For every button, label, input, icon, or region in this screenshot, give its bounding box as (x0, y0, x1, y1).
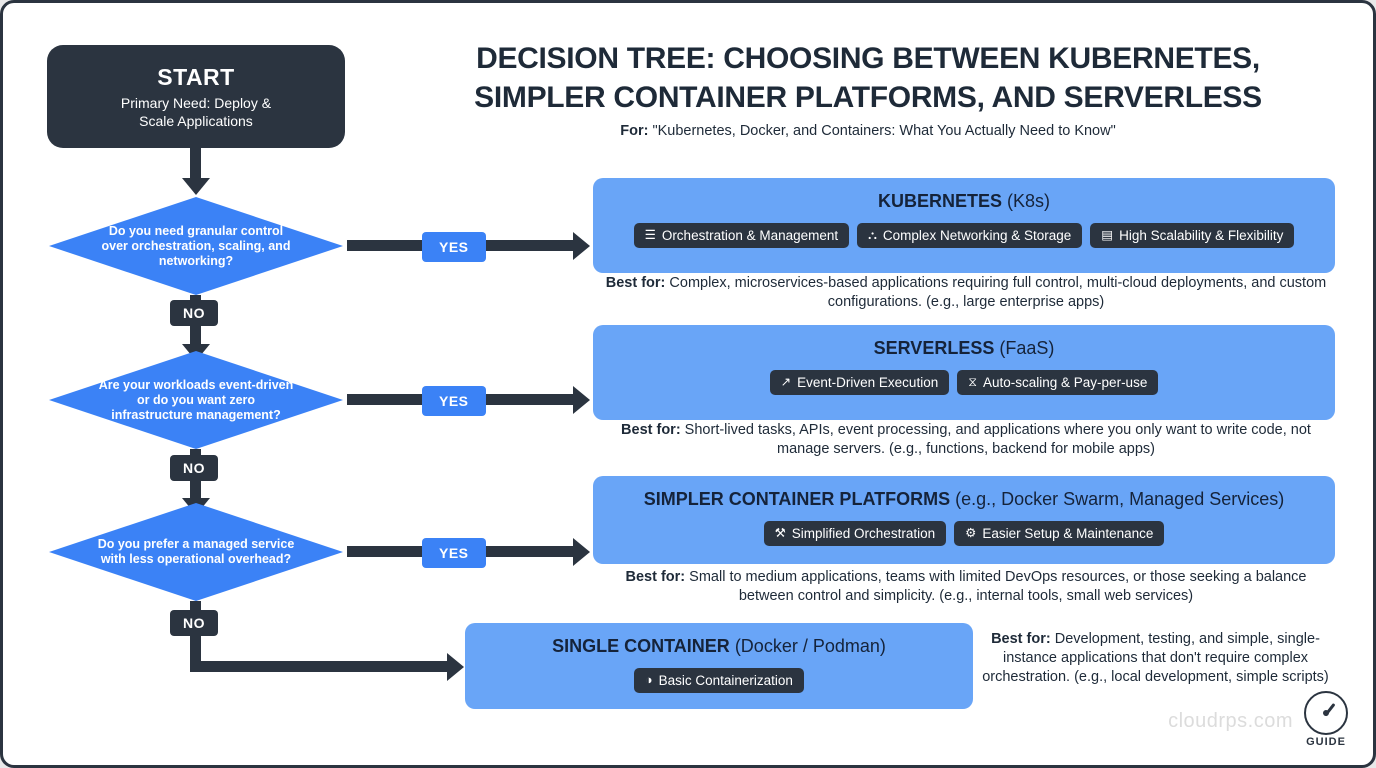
outcome-3-title-light: (e.g., Docker Swarm, Managed Services) (955, 489, 1285, 509)
rocket-icon: ↗ (780, 375, 792, 390)
outcome-2-bestfor (603, 421, 1329, 459)
arrowhead-right-4 (447, 653, 464, 681)
sliders-icon: ☰ (644, 228, 656, 243)
outcome-3-tags (593, 521, 1335, 546)
decision-node-2 (49, 351, 343, 449)
outcome-4-title-strong: SINGLE CONTAINER (552, 636, 730, 656)
decision-node-3 (49, 503, 343, 601)
start-node (47, 45, 345, 148)
compass-icon (1304, 691, 1348, 735)
outcome-1-bestfor-text: Complex, microservices-based applications requiring full control, multi-cloud deployments, and custom configurations. (e.g., large enterprise apps) (665, 275, 1327, 310)
outcome-1-bestfor-label: Best for: (605, 275, 666, 291)
tag-label: Auto-scaling & Pay-per-use (983, 375, 1148, 390)
no-badge-2: NO (170, 455, 218, 481)
tag-simplified-orchestration (764, 521, 947, 546)
no-badge-1: NO (170, 300, 218, 326)
outcome-2-bestfor-text: Short-lived tasks, APIs, event processing, and applications where you only want to write code, not manage servers. (e.g., functions, backend for mobile apps) (680, 422, 1311, 457)
outcome-4-bestfor (978, 630, 1333, 687)
container-icon: ◑ (645, 673, 653, 688)
tag-orchestration-management (634, 223, 850, 248)
outcome-2-title (593, 338, 1335, 359)
watermark: cloudrps.com (1168, 710, 1293, 732)
yes-badge-1: YES (422, 232, 486, 262)
start-subtitle-line-2: Scale Applications (139, 112, 253, 129)
decision-1-label: Do you need granular control over orchestration, scaling, and networking? (101, 223, 291, 268)
arrowhead-down-1 (182, 178, 210, 195)
subtitle (383, 123, 1353, 139)
title-line-1: DECISION TREE: CHOOSING BETWEEN KUBERNETES, (476, 42, 1260, 75)
outcome-card-kubernetes (593, 178, 1335, 273)
outcome-3-bestfor (603, 568, 1329, 606)
pulse-icon: ⧖ (968, 375, 977, 390)
decision-3-label: Do you prefer a managed service with less operational overhead? (97, 537, 295, 566)
outcome-2-bestfor-label: Best for: (621, 422, 681, 438)
outcome-card-simpler-platforms (593, 476, 1335, 564)
arrowhead-right-2 (573, 386, 590, 414)
outcome-3-bestfor-text: Small to medium applications, teams with limited DevOps resources, or those seeking a balance between control and simplicity. (e.g., internal tools, small web services) (685, 569, 1307, 604)
tools-icon: ⚒ (774, 526, 786, 541)
tag-label: Event-Driven Execution (797, 375, 939, 390)
connector-to-single-container (190, 661, 452, 672)
tag-label: Basic Containerization (658, 673, 793, 688)
tag-label: Easier Setup & Maintenance (982, 526, 1154, 541)
outcome-4-title-light: (Docker / Podman) (734, 636, 886, 656)
outcome-4-title (465, 636, 973, 657)
logo-text: GUIDE (1306, 736, 1346, 748)
outcome-1-tags (593, 223, 1335, 248)
yes-badge-3: YES (422, 538, 486, 568)
outcome-card-serverless (593, 325, 1335, 420)
tag-label: Complex Networking & Storage (882, 228, 1072, 243)
tag-event-driven-execution (770, 370, 950, 395)
outcome-2-tags (593, 370, 1335, 395)
no-badge-3: NO (170, 610, 218, 636)
outcome-2-title-light: (FaaS) (999, 338, 1055, 358)
outcome-4-bestfor-text: Development, testing, and simple, single-instance applications that don't require complex orchestration. (e.g., local development, simple scripts) (982, 631, 1329, 685)
tag-high-scalability-flexibility (1090, 223, 1294, 248)
decision-node-1 (49, 197, 343, 295)
connector-start-to-decision-1 (190, 148, 201, 180)
gear-icon: ⚙ (965, 526, 977, 541)
outcome-1-bestfor (603, 274, 1329, 312)
subtitle-prefix: For: (620, 123, 649, 139)
subtitle-quote: "Kubernetes, Docker, and Containers: What You Actually Need to Know" (652, 123, 1116, 139)
start-subtitle (121, 94, 271, 130)
page-title (383, 39, 1353, 139)
start-subtitle-line-1: Primary Need: Deploy & (120, 94, 272, 111)
outcome-3-title-strong: SIMPLER CONTAINER PLATFORMS (643, 489, 951, 509)
tag-label: Simplified Orchestration (791, 526, 936, 541)
outcome-card-single-container (465, 623, 973, 709)
outcome-4-bestfor-label: Best for: (991, 631, 1051, 647)
outcome-1-title-light: (K8s) (1007, 191, 1051, 211)
outcome-2-title-strong: SERVERLESS (873, 338, 995, 358)
scale-icon: ▤ (1101, 228, 1114, 243)
network-icon: ⛬ (868, 228, 877, 243)
outcome-3-title (593, 489, 1335, 510)
outcome-1-title-strong: KUBERNETES (877, 191, 1002, 211)
outcome-3-bestfor-label: Best for: (625, 569, 686, 585)
logo (1297, 691, 1355, 751)
start-label: START (157, 63, 235, 90)
decision-2-label: Are your workloads event-driven or do you want zero infrastructure management? (98, 377, 294, 422)
title-line-2: SIMPLER CONTAINER PLATFORMS, AND SERVERLESS (474, 81, 1262, 114)
arrowhead-right-3 (573, 538, 590, 566)
tag-easier-setup-maintenance (954, 521, 1164, 546)
tag-label: Orchestration & Management (661, 228, 839, 243)
arrowhead-right-1 (573, 232, 590, 260)
tag-label: High Scalability & Flexibility (1119, 228, 1284, 243)
tag-complex-networking-storage (857, 223, 1082, 248)
tag-basic-containerization (634, 668, 804, 693)
yes-badge-2: YES (422, 386, 486, 416)
outcome-4-tags (465, 668, 973, 693)
outcome-1-title (593, 191, 1335, 212)
tag-auto-scaling-pay-per-use (957, 370, 1158, 395)
